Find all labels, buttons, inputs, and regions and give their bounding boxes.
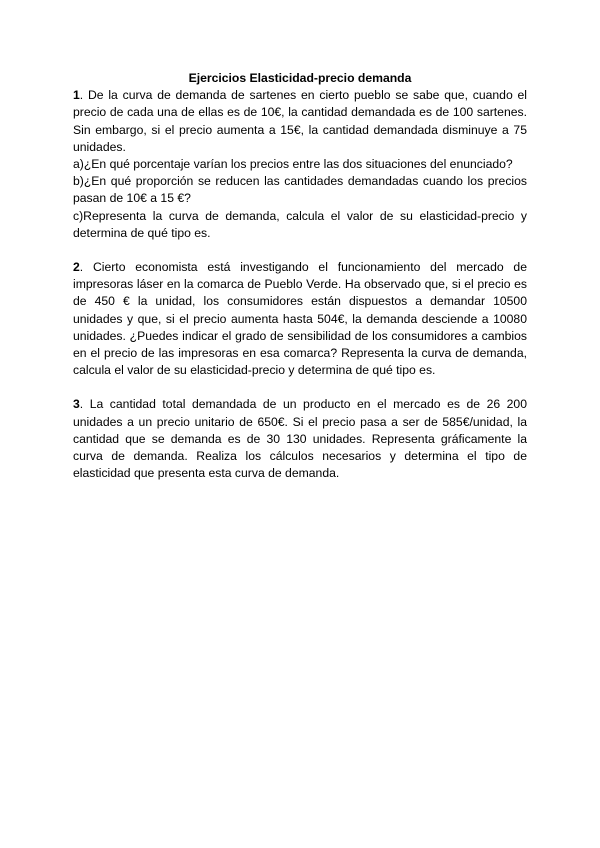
exercise-3-text (73, 396, 527, 482)
exercise-3-body: . La cantidad total demandada de un producto en el mercado es de 26 200 unidades a un precio unitario de 650€. Si el precio pasa a ser de 585€/unidad, la cantidad que se demanda es de 30 130 unidades. Representa gráficamente la curva de demanda. Realiza los cálculos necesarios y determina el tipo de elasticidad que presenta esta curva de demanda. (73, 397, 527, 481)
exercise-2-body: . Cierto economista está investigando el funcionamiento del mercado de impresoras láser en la comarca de Pueblo Verde. Ha observado que, si el precio es de 450 € la unidad, los consumidores están dispuestos a demandar 10500 unidades y que, si el precio aumenta hasta 504€, la demanda desciende a 10080 unidades. ¿Puedes indicar el grado de sensibilidad de los consumidores a cambios en el precio de las impresoras en esa comarca? Representa la curva de demanda, calcula el valor de su elasticidad-precio y determina de qué tipo es. (73, 260, 527, 378)
exercise-2-text (73, 259, 527, 379)
exercise-2 (73, 259, 527, 379)
spacer (73, 242, 527, 259)
exercise-1 (73, 87, 527, 242)
spacer (73, 379, 527, 396)
exercise-1-intro-text: . De la curva de demanda de sartenes en cierto pueblo se sabe que, cuando el precio de cada una de ellas es de 10€, la cantidad demandada es de 100 sartenes. Sin embargo, si el precio aumenta a 15€, la cantidad demandada disminuye a 75 unidades. (73, 88, 527, 154)
exercise-1-question-c: c)Representa la curva de demanda, calcula el valor de su elasticidad-precio y determina de qué tipo es. (73, 208, 527, 240)
exercise-1-intro (73, 87, 527, 156)
document-title: Ejercicios Elasticidad-precio demanda (188, 71, 412, 85)
exercise-1-number: 1 (73, 88, 80, 103)
exercise-2-number: 2 (73, 260, 80, 275)
document-page (73, 70, 527, 482)
exercise-1-question-b: b)¿En qué proporción se reducen las cantidades demandadas cuando los precios pasan de 10€ a 15 €? (73, 174, 527, 206)
exercise-3 (73, 396, 527, 482)
exercise-3-number: 3 (73, 397, 80, 412)
exercise-1-question-a: a)¿En qué porcentaje varían los precios entre las dos situaciones del enunciado? (73, 157, 513, 172)
